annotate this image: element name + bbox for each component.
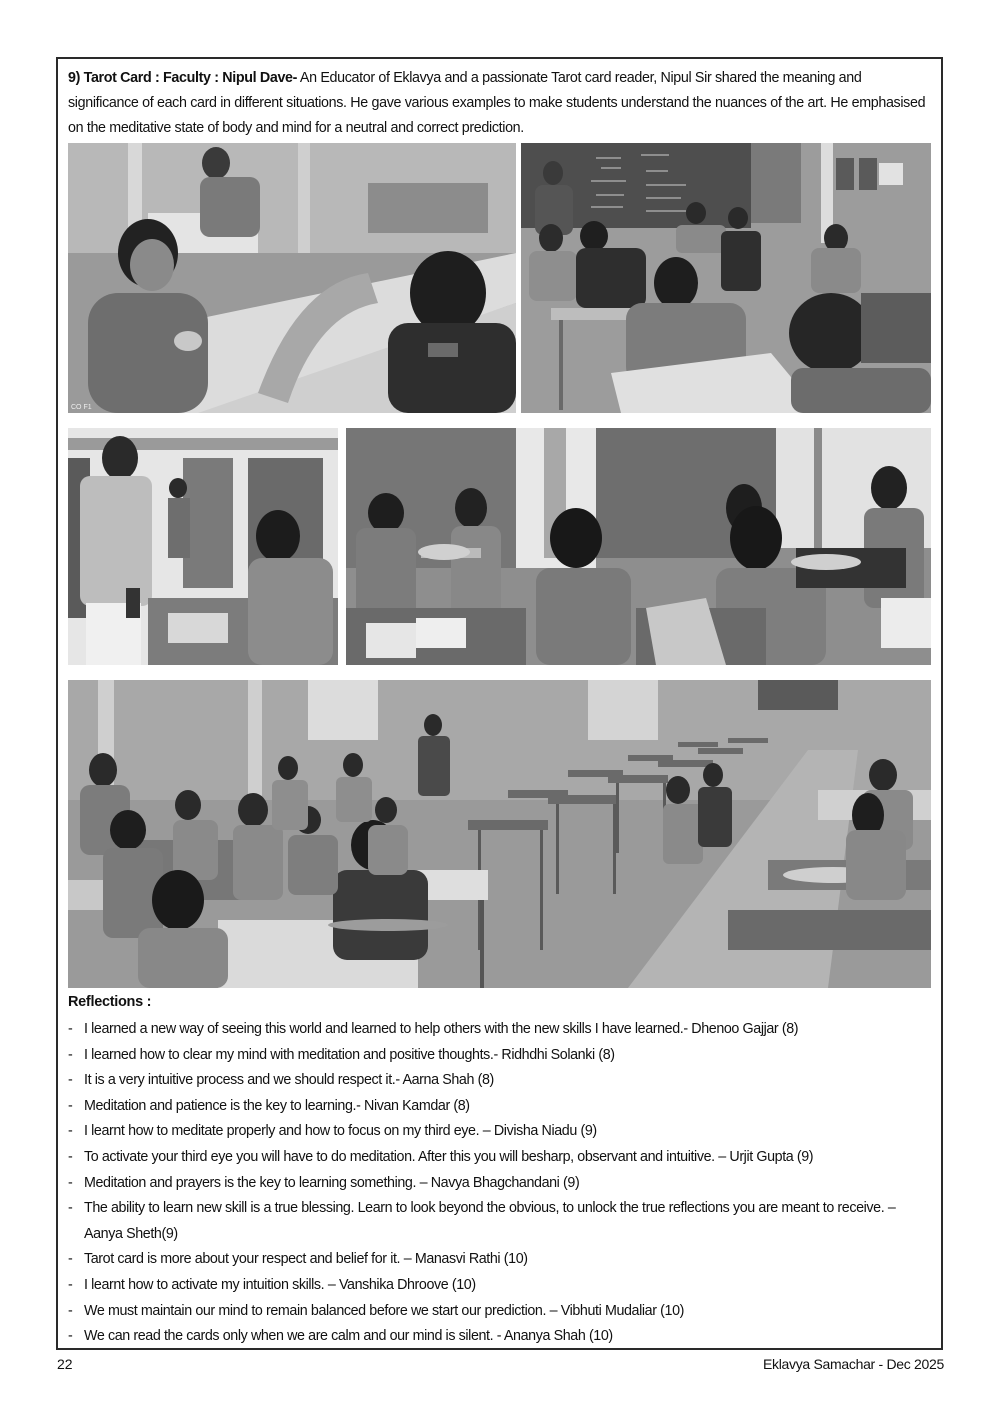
reflection-item [68,1171,934,1197]
reflection-item [68,1273,934,1299]
intro-body: An Educator of Eklavya and a passionate Tarot card reader, Nipul Sir shared the meaning and significance of each card in different situations. He gave various examples to make students understand the nuances of the art. He emphasised on the meditative state of body and mind for a neutral and correct prediction. [68,70,926,136]
reflections-list [68,1017,934,1350]
photo-faculty-at-chalkboard [521,143,931,413]
bullet-dash: - [68,1097,73,1114]
photo-students-paired-at-desks [346,428,931,665]
bullet-dash: - [68,1072,73,1089]
photo-hall-of-students [68,680,931,988]
reflection-item [68,1068,934,1094]
reflection-item [68,1043,934,1069]
reflection-text: Meditation and prayers is the key to learning something. – Navya Bhagchandani (9) [84,1174,580,1191]
photo-students-reading-cards [68,143,516,413]
reflection-item [68,1017,934,1043]
reflection-text: I learned a new way of seeing this world and learned to help others with the new skills I have learned.- Dhenoo Gajjar (8) [84,1021,799,1037]
page-number: 22 [57,1356,73,1372]
bullet-dash: - [68,1251,73,1268]
bullet-dash: - [68,1200,73,1217]
bullet-dash: - [68,1123,73,1140]
intro-paragraph [68,66,934,141]
reflection-text: We must maintain our mind to remain balanced before we start our prediction. – Vibhuti Mudaliar (10) [84,1302,684,1319]
bullet-dash: - [68,1328,73,1345]
reflection-text: I learnt how to activate my intuition skills. – Vanshika Dhroove (10) [84,1276,476,1293]
reflection-text: I learnt how to meditate properly and how to focus on my third eye. – Divisha Niadu (9) [84,1123,597,1140]
intro-heading: 9) Tarot Card : Faculty : Nipul Dave- [68,70,298,86]
bullet-dash: - [68,1302,73,1319]
photo-label: CO F1 [71,404,92,411]
publication-title: Eklavya Samachar - Dec 2025 [763,1356,944,1372]
reflection-text: Tarot card is more about your respect and belief for it. – Manasvi Rathi (10) [84,1251,528,1268]
bullet-dash: - [68,1148,73,1165]
reflection-item [68,1196,934,1247]
reflection-text: It is a very intuitive process and we should respect it.- Aarna Shah (8) [84,1072,494,1089]
reflection-item [68,1247,934,1273]
reflection-item [68,1324,934,1350]
reflection-text: Meditation and patience is the key to learning.- Nivan Kamdar (8) [84,1097,470,1114]
bullet-dash: - [68,1046,73,1063]
photo-faculty-guiding-student [68,428,338,665]
bullet-dash: - [68,1174,73,1191]
reflection-text: We can read the cards only when we are calm and our mind is silent. - Ananya Shah (10) [84,1328,613,1345]
bullet-dash: - [68,1276,73,1293]
reflection-item [68,1119,934,1145]
reflection-text: The ability to learn new skill is a true blessing. Learn to look beyond the obvious, to unlock the true reflections you are meant to receive. – Aanya Sheth(9) [84,1200,896,1242]
reflection-item [68,1299,934,1325]
reflection-text: To activate your third eye you will have to do meditation. After this you will besharp, observant and intuitive. – Urjit Gupta (9) [84,1148,814,1165]
reflection-item [68,1145,934,1171]
reflection-item [68,1094,934,1120]
reflection-text: I learned how to clear my mind with meditation and positive thoughts.- Ridhdhi Solanki (8) [84,1046,615,1063]
bullet-dash: - [68,1021,73,1037]
reflections-title: Reflections : [68,994,152,1010]
